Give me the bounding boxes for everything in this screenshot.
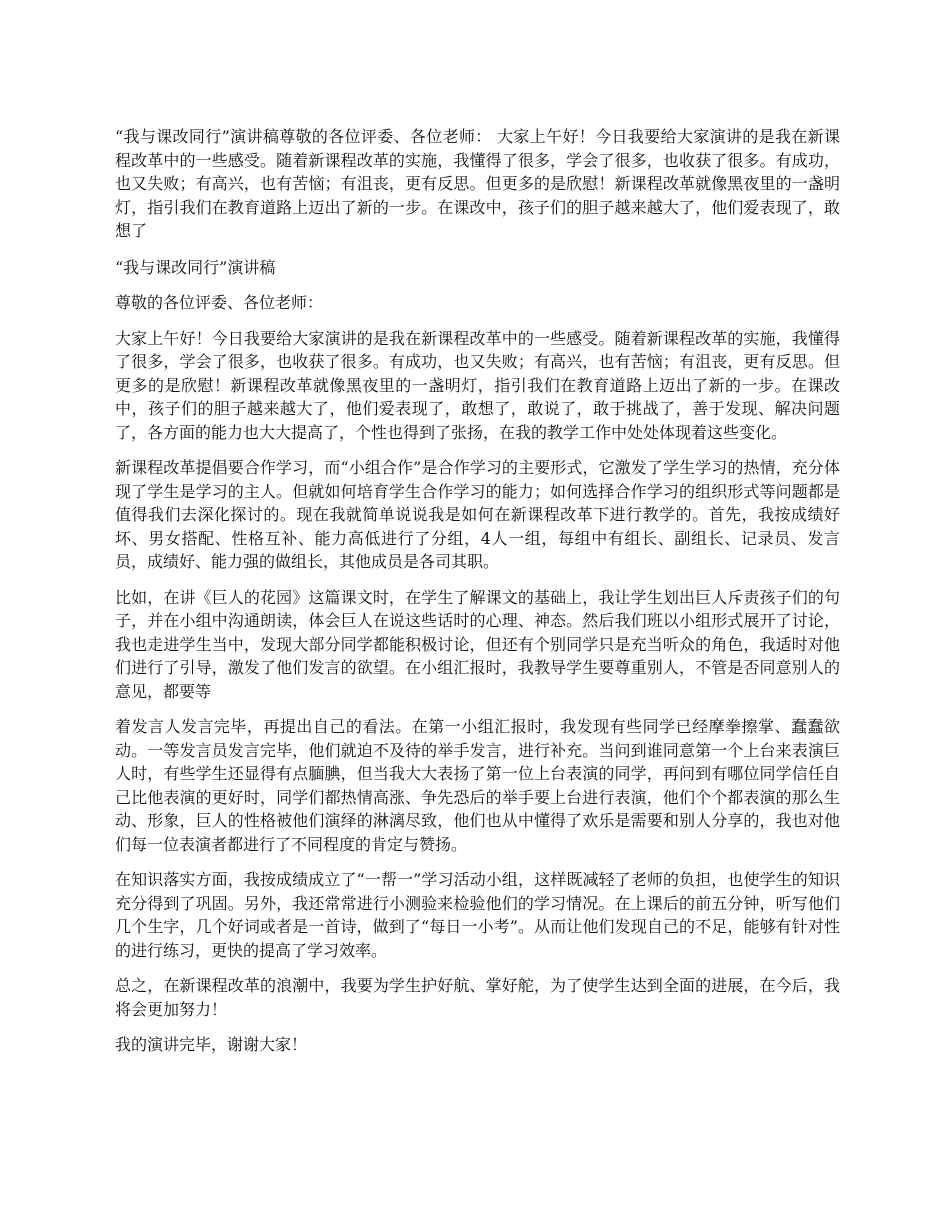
- paragraph-opening: 大家上午好！今日我要给大家演讲的是我在新课程改革中的一些感受。随着新课程改革的实施，我懂得了很多，学会了很多，也收获了很多。有成功，也又失败；有高兴，也有苦恼；有沮丧，更有反思。但更多的是欣慰！新课程改革就像黑夜里的一盏明灯，指引我们在教育道路上迈出了新的一步。在课改中，孩子们的胆子越来越大了，他们爱表现了，敢想了，敢说了，敢于挑战了，善于发现、解决问题了，各方面的能力也大大提高了，个性也得到了张扬，在我的教学工作中处处体现着这些变化。: [115, 328, 840, 442]
- paragraph-closing: 我的演讲完毕，谢谢大家！: [115, 1035, 308, 1054]
- greeting: 尊敬的各位评委、各位老师：: [115, 293, 324, 312]
- document-title: “我与课改同行”演讲稿: [115, 257, 276, 277]
- document-page: [115, 125, 840, 1069]
- document-summary: “我与课改同行”演讲稿尊敬的各位评委、各位老师： 大家上午好！今日我要给大家演讲的是我在新课程改革中的一些感受。随着新课程改革的实施，我懂得了很多，学会了很多，也收获了很多。有成功，也又失败；有高兴，也有苦恼；有沮丧，更有反思。但更多的是欣慰！新课程改革就像黑夜里的一盏明灯，指引我们在教育道路上迈出了新的一步。在课改中，孩子们的胆子越来越大了，他们爱表现了，敢想了: [115, 127, 840, 240]
- paragraph-cooperative-learning: 新课程改革提倡要合作学习，而“小组合作”是合作学习的主要形式，它激发了学生学习的热情，充分体现了学生是学习的主人。但就如何培育学生合作学习的能力；如何选择合作学习的组织形式等问题都是值得我们去深化探讨的。现在我就简单说说我是如何在新课程改革下进行教学的。首先，我按成绩好坏、男女搭配、性格互补、能力高低进行了分组，4人一组，每组中有组长、副组长、记录员、发言员，成绩好、能力强的做组长，其他成员是各司其职。: [115, 458, 840, 571]
- paragraph-group-report: 着发言人发言完毕，再提出自己的看法。在第一小组汇报时，我发现有些同学已经摩拳擦掌、蠢蠢欲动。一等发言员发言完毕，他们就迫不及待的举手发言，进行补充。当问到谁同意第一个上台来表演巨人时，有些学生还显得有点腼腆，但当我大大表扬了第一位上台表演的同学，再问到有哪位同学信任自己比他表演的更好时，同学们都热情高涨、争先恐后的举手要上台进行表演，他们个个都表演的那么生动、形象，巨人的性格被他们演绎的淋漓尽致，他们也从中懂得了欢乐是需要和别人分享的，我也对他们每一位表演者都进行了不同程度的肯定与赞扬。: [115, 717, 840, 854]
- paragraph-knowledge: 在知识落实方面，我按成绩成立了“一帮一”学习活动小组，这样既减轻了老师的负担，也使学生的知识充分得到了巩固。另外，我还常常进行小测验来检验他们的学习情况。在上课后的前五分钟，听写他们几个生字，几个好词或者是一首诗，做到了“每日一小考”。从而让他们发现自己的不足，能够有针对性的进行练习，更快的提高了学习效率。: [115, 870, 840, 960]
- paragraph-example-lesson: 比如，在讲《巨人的花园》这篇课文时，在学生了解课文的基础上，我让学生划出巨人斥责孩子们的句子，并在小组中沟通朗读，体会巨人在说这些话时的心理、神态。然后我们班以小组形式展开了讨论，我也走进学生当中，发现大部分同学都能积极讨论，但还有个别同学只是充当听众的角色，我适时对他们进行了引导，激发了他们发言的欲望。在小组汇报时，我教导学生要尊重别人，不管是否同意别人的意见，都要等: [115, 587, 840, 701]
- paragraph-conclusion: 总之，在新课程改革的浪潮中，我要为学生护好航、掌好舵，为了使学生达到全面的进展，在今后，我将会更加努力！: [115, 976, 840, 1019]
